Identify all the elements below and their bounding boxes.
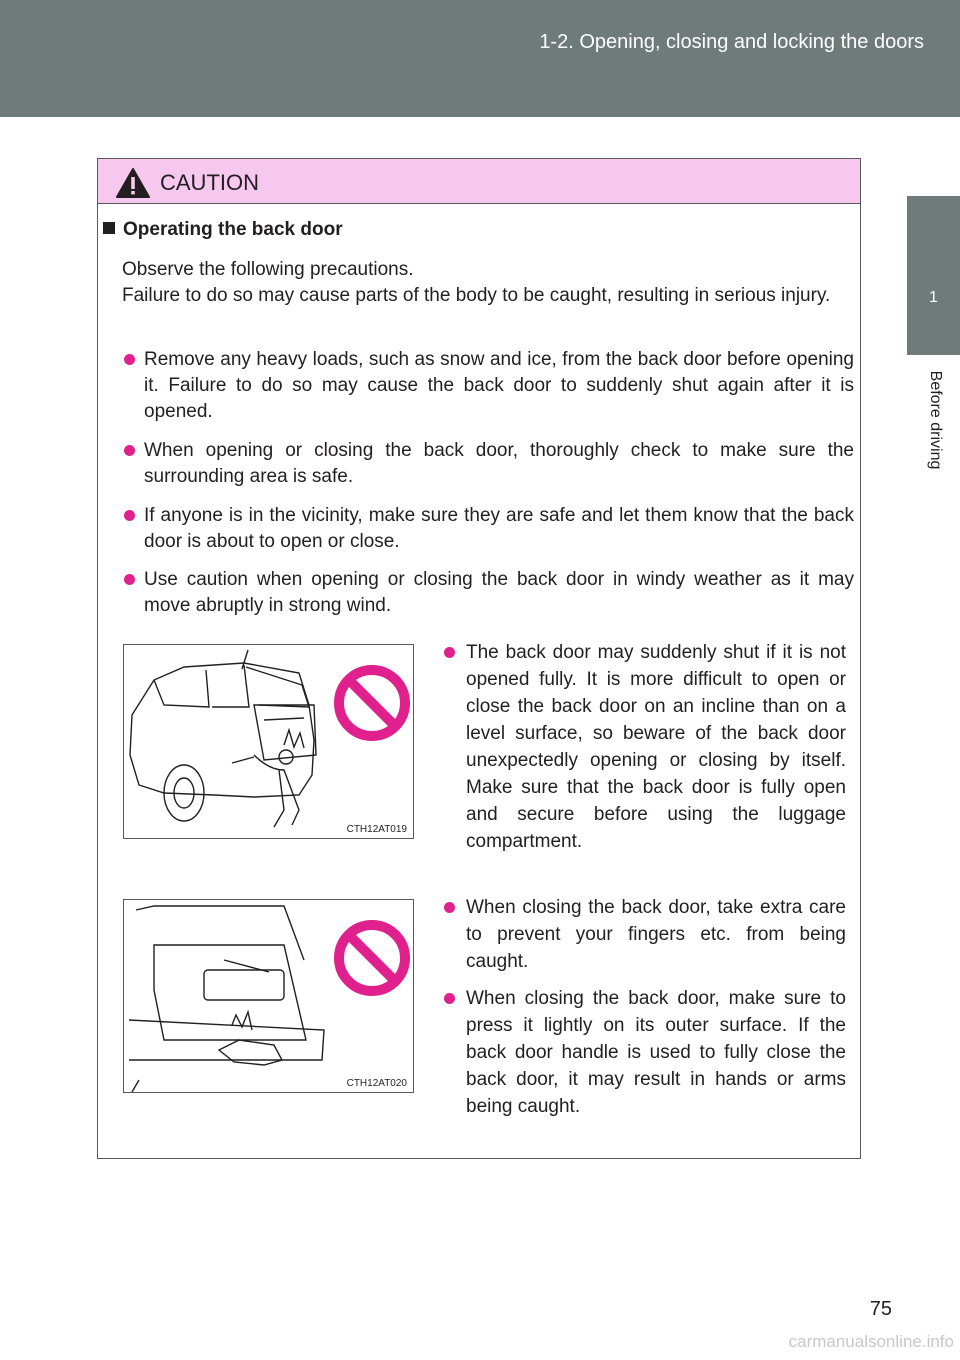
page-number: 75 (869, 1298, 892, 1320)
caution-label: CAUTION (160, 170, 259, 195)
bullet-dot-icon (124, 510, 135, 521)
watermark: carmanualsonline.info (788, 1332, 954, 1351)
illustration-2-description-2: When closing the back door, make sure to press it lightly on its outer surface. If the back door handle is used to fully close the back door, it may result in hands or arms being caught. (444, 985, 846, 1120)
back-door-closing-illustration (124, 900, 414, 1093)
bullet-dot-icon (444, 902, 455, 913)
bullet-dot-icon (124, 354, 135, 365)
square-bullet-icon (103, 222, 115, 234)
bullet-dot-icon (124, 445, 135, 456)
illustration-code: CTH12AT019 (346, 824, 407, 835)
bullet-item: If anyone is in the vicinity, make sure they are safe and let them know that the back door is about to open or close. (124, 503, 854, 555)
header-band (0, 0, 960, 117)
chapter-tab (907, 196, 960, 355)
car-rear-illustration (124, 645, 414, 839)
bullet-dot-icon (124, 574, 135, 585)
subheading: Operating the back door (103, 219, 343, 241)
illustration-2-description-1: When closing the back door, take extra care to prevent your fingers etc. from being caught. (444, 894, 846, 975)
bullet-item: Remove any heavy loads, such as snow and ice, from the back door before opening it. Failure to do so may cause the back door to suddenly shut again after it is opened. (124, 347, 854, 425)
chapter-label: Before driving (927, 370, 944, 470)
bullet-item: When opening or closing the back door, thoroughly check to make sure the surrounding area is safe. (124, 438, 854, 490)
bullet-dot-icon (444, 993, 455, 1004)
illustration-1-description: The back door may suddenly shut if it is not opened fully. It is more difficult to open or close the back door on an incline than on a level surface, so beware of the back door unexpectedly opening or closing by itself. Make sure that the back door is fully open and secure before using the luggage compartment. (444, 639, 846, 855)
intro-line-2: Failure to do so may cause parts of the body to be caught, resulting in serious injury. (122, 285, 831, 306)
warning-triangle-icon (115, 167, 151, 199)
section-title: 1-2. Opening, closing and locking the doors (539, 31, 924, 53)
caution-header (98, 159, 860, 204)
bullet-dot-icon (444, 647, 455, 658)
intro-line-1: Observe the following precautions. (122, 259, 414, 280)
chapter-number: 1 (929, 289, 938, 306)
bullet-item: Use caution when opening or closing the back door in windy weather as it may move abruptly in strong wind. (124, 567, 854, 619)
illustration-back-door-shut (123, 644, 414, 839)
illustration-code: CTH12AT020 (346, 1078, 407, 1089)
illustration-fingers-caught (123, 899, 414, 1093)
